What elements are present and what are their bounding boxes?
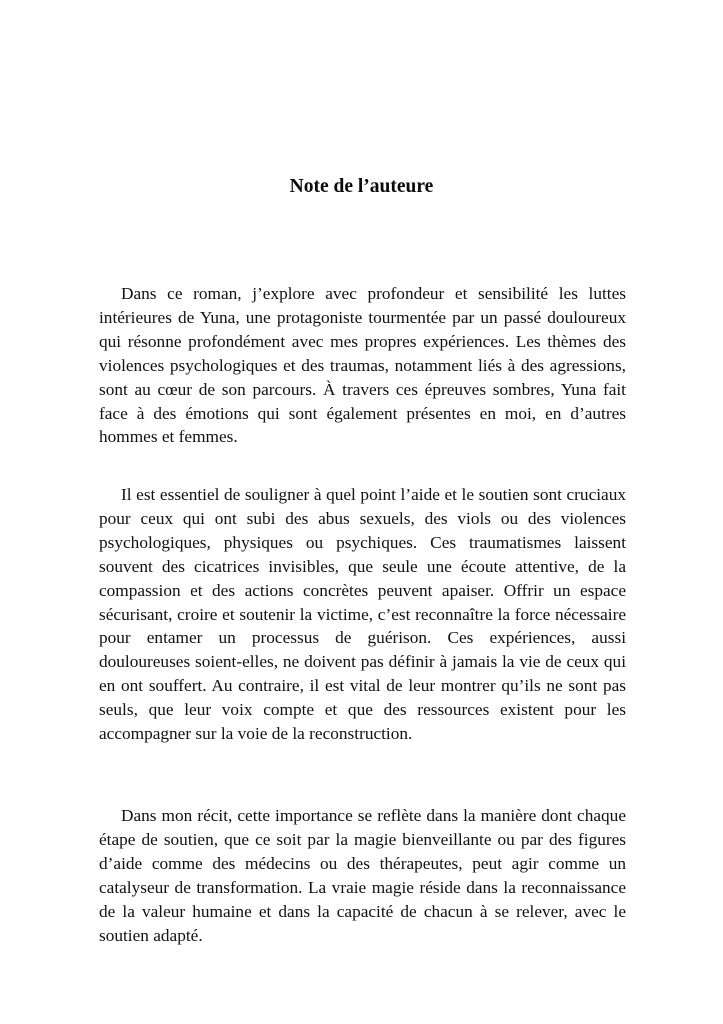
paragraph-1: Dans ce roman, j’explore avec profondeur et sensibilité les luttes intérieures de Yuna, une protagoniste tourmentée par un passé douloureux qui résonne profondément avec mes propres expériences. Les thèmes des violences psychologiques et des traumas, notamment liés à des agressions, sont au cœur de son parcours. À travers ces épreuves sombres, Yuna fait face à des émotions qui sont également présentes en moi, en d’autres hommes et femmes. xyxy=(99,284,626,447)
page-title: Note de l’auteure xyxy=(289,176,434,197)
paragraph-2: Il est essentiel de souligner à quel point l’aide et le soutien sont cruciaux pour ceux qui ont subi des abus sexuels, des viols ou des violences psychologiques, physiques ou psychiques. Ces traumatismes laissent souvent des cicatrices invisibles, que seule une écoute attentive, de la compassion et des actions concrètes peuvent apaiser. Offrir un espace sécurisant, croire et soutenir la victime, c’est reconnaître la force nécessaire pour entamer un processus de guérison. Ces expériences, aussi douloureuses soient-elles, ne doivent pas définir à jamais la vie de ceux qui en ont souffert. Au contraire, il est vital de leur montrer qu’ils ne sont pas seuls, que leur voix compte et que des ressources existent pour les accompagner sur la voie de la reconstruction. xyxy=(99,485,626,744)
paragraph-3: Dans mon récit, cette importance se reflète dans la manière dont chaque étape de soutien, que ce soit par la magie bienveillante ou par des figures d’aide comme des médecins ou des thérapeutes, peut agir comme un catalyseur de transformation. La vraie magie réside dans la reconnaissance de la valeur humaine et dans la capacité de chacun à se relever, avec le soutien adapté. xyxy=(99,806,626,945)
